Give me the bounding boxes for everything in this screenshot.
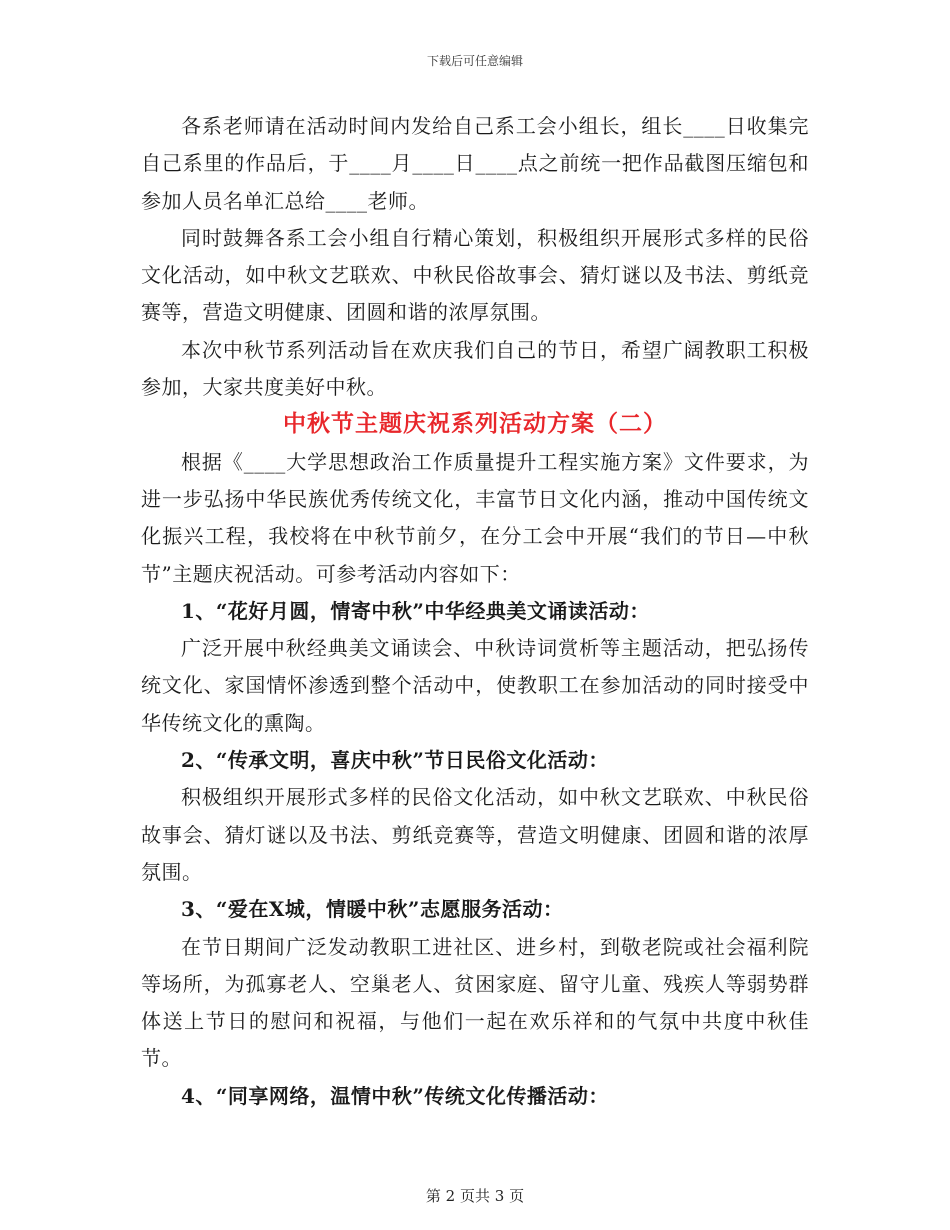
item-4-heading: 4、“同享网络，温情中秋”传统文化传播活动： [181,1083,609,1108]
document-body [141,108,809,1115]
item-3-body: 在节日期间广泛发动教职工进社区、进乡村，到敬老院或社会福利院等场所，为孤寡老人、空巢老人、贫困家庭、留守儿童、残疾人等弱势群体送上节日的慰问和祝福，与他们一起在欢乐祥和的气氛中共度中秋佳节。 [141,934,809,1071]
item-3-heading: 3、“爱在X城，情暖中秋”志愿服务活动： [181,897,564,922]
item-2-heading: 2、“传承文明，喜庆中秋”节日民俗文化活动： [181,748,609,773]
item-1-heading: 1、“花好月圆，情寄中秋”中华经典美文诵读活动： [181,598,650,623]
section-title: 中秋节主题庆祝系列活动方案（二） [283,411,667,438]
item-1-body: 广泛开展中秋经典美文诵读会、中秋诗词赏析等主题活动，把弘扬传统文化、家国情怀渗透到整个活动中，使教职工在参加活动的同时接受中华传统文化的熏陶。 [141,636,809,735]
item-2-body: 积极组织开展形式多样的民俗文化活动，如中秋文艺联欢、中秋民俗故事会、猜灯谜以及书法、剪纸竞赛等，营造文明健康、团圆和谐的浓厚氛围。 [141,785,809,884]
page-footer: 第 2 页共 3 页 [425,1187,525,1205]
intro-paragraph: 根据《____大学思想政治工作质量提升工程实施方案》文件要求，为进一步弘扬中华民族优秀传统文化，丰富节日文化内涵，推动中国传统文化振兴工程，我校将在中秋节前夕，在分工会中开展“我们的节日—中秋节”主题庆祝活动。可参考活动内容如下： [141,449,809,586]
paragraph: 各系老师请在活动时间内发给自己系工会小组长，组长____日收集完自己系里的作品后，于____月____日____点之前统一把作品截图压缩包和参加人员名单汇总给____老师。 [141,114,809,213]
paragraph: 同时鼓舞各系工会小组自行精心策划，积极组织开展形式多样的民俗文化活动，如中秋文艺联欢、中秋民俗故事会、猜灯谜以及书法、剪纸竞赛等，营造文明健康、团圆和谐的浓厚氛围。 [141,225,809,325]
paragraph: 本次中秋节系列活动旨在欢庆我们自己的节日，希望广阔教职工积极参加，大家共度美好中秋。 [141,337,809,400]
page-header: 下载后可任意编辑 [426,54,523,68]
